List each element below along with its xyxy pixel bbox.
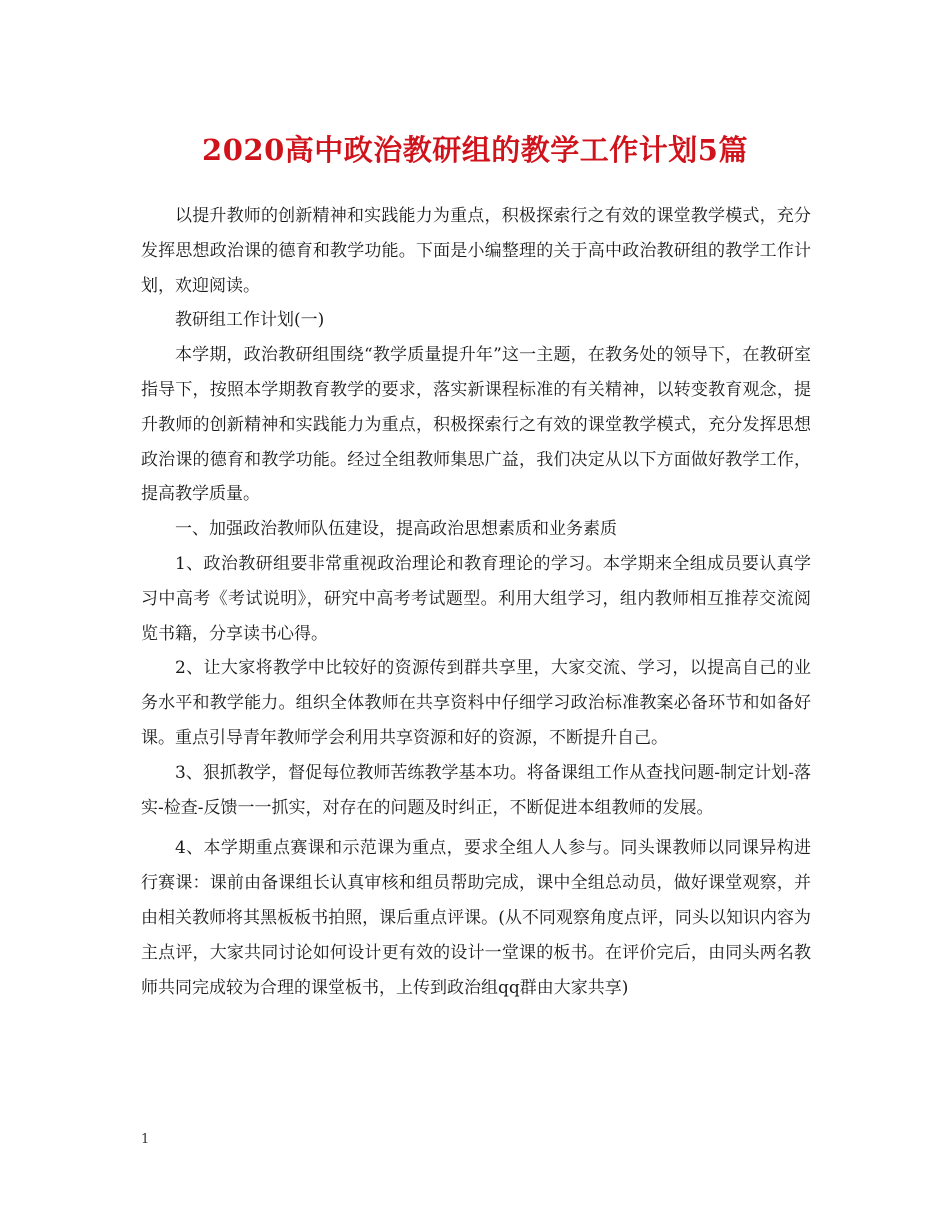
list-item: 3、狠抓教学，督促每位教师苦练教学基本功。将备课组工作从查找问题-制定计划-落实-检查-反馈一一抓实，对存在的问题及时纠正，不断促进本组教师的发展。 (141, 762, 811, 818)
page-number: 1 (141, 1132, 150, 1147)
list-item: 1、政治教研组要非常重视政治理论和教育理论的学习。本学期来全组成员要认真学习中高考《考试说明》，研究中高考考试题型。利用大组学习，组内教师相互推荐交流阅览书籍，分享读书心得。 (141, 553, 811, 644)
list-item: 4、本学期重点赛课和示范课为重点，要求全组人人参与。同头课教师以同课异构进行赛课：课前由备课组长认真审核和组员帮助完成，课中全组总动员，做好课堂观察，并由相关教师将其黑板板书拍照，课后重点评课。(从不同观察角度点评，同头以知识内容为主点评，大家共同讨论如何设计更有效的设计一堂课的板书。在评价完后，由同头两名教师共同完成较为合理的课堂板书，上传到政治组qq群由大家共享) (141, 838, 811, 998)
list-item: 2、让大家将教学中比较好的资源传到群共享里，大家交流、学习，以提高自己的业务水平和教学能力。组织全体教师在共享资料中仔细学习政治标准教案必备环节和如备好课。重点引导青年教师学会利用共享资源和好的资源，不断提升自己。 (141, 658, 811, 748)
body-paragraph: 本学期，政治教研组围绕“教学质量提升年”这一主题，在教务处的领导下，在教研室指导下，按照本学期教育教学的要求，落实新课程标准的有关精神，以转变教育观念，提升教师的创新精神和实践能力为重点，积极探索行之有效的课堂教学模式，充分发挥思想政治课的德育和教学功能。经过全组教师集思广益，我们决定从以下方面做好教学工作，提高教学质量。 (141, 345, 811, 505)
section-heading: 教研组工作计划(一) (175, 310, 325, 331)
subsection-heading: 一、加强政治教师队伍建设，提高政治思想素质和业务素质 (175, 519, 617, 540)
intro-paragraph: 以提升教师的创新精神和实践能力为重点，积极探索行之有效的课堂教学模式，充分发挥思想政治课的德育和教学功能。下面是小编整理的关于高中政治教研组的教学工作计划，欢迎阅读。 (141, 206, 811, 296)
document-title: 2020高中政治教研组的教学工作计划5篇 (202, 133, 748, 167)
document-body (141, 199, 811, 1005)
